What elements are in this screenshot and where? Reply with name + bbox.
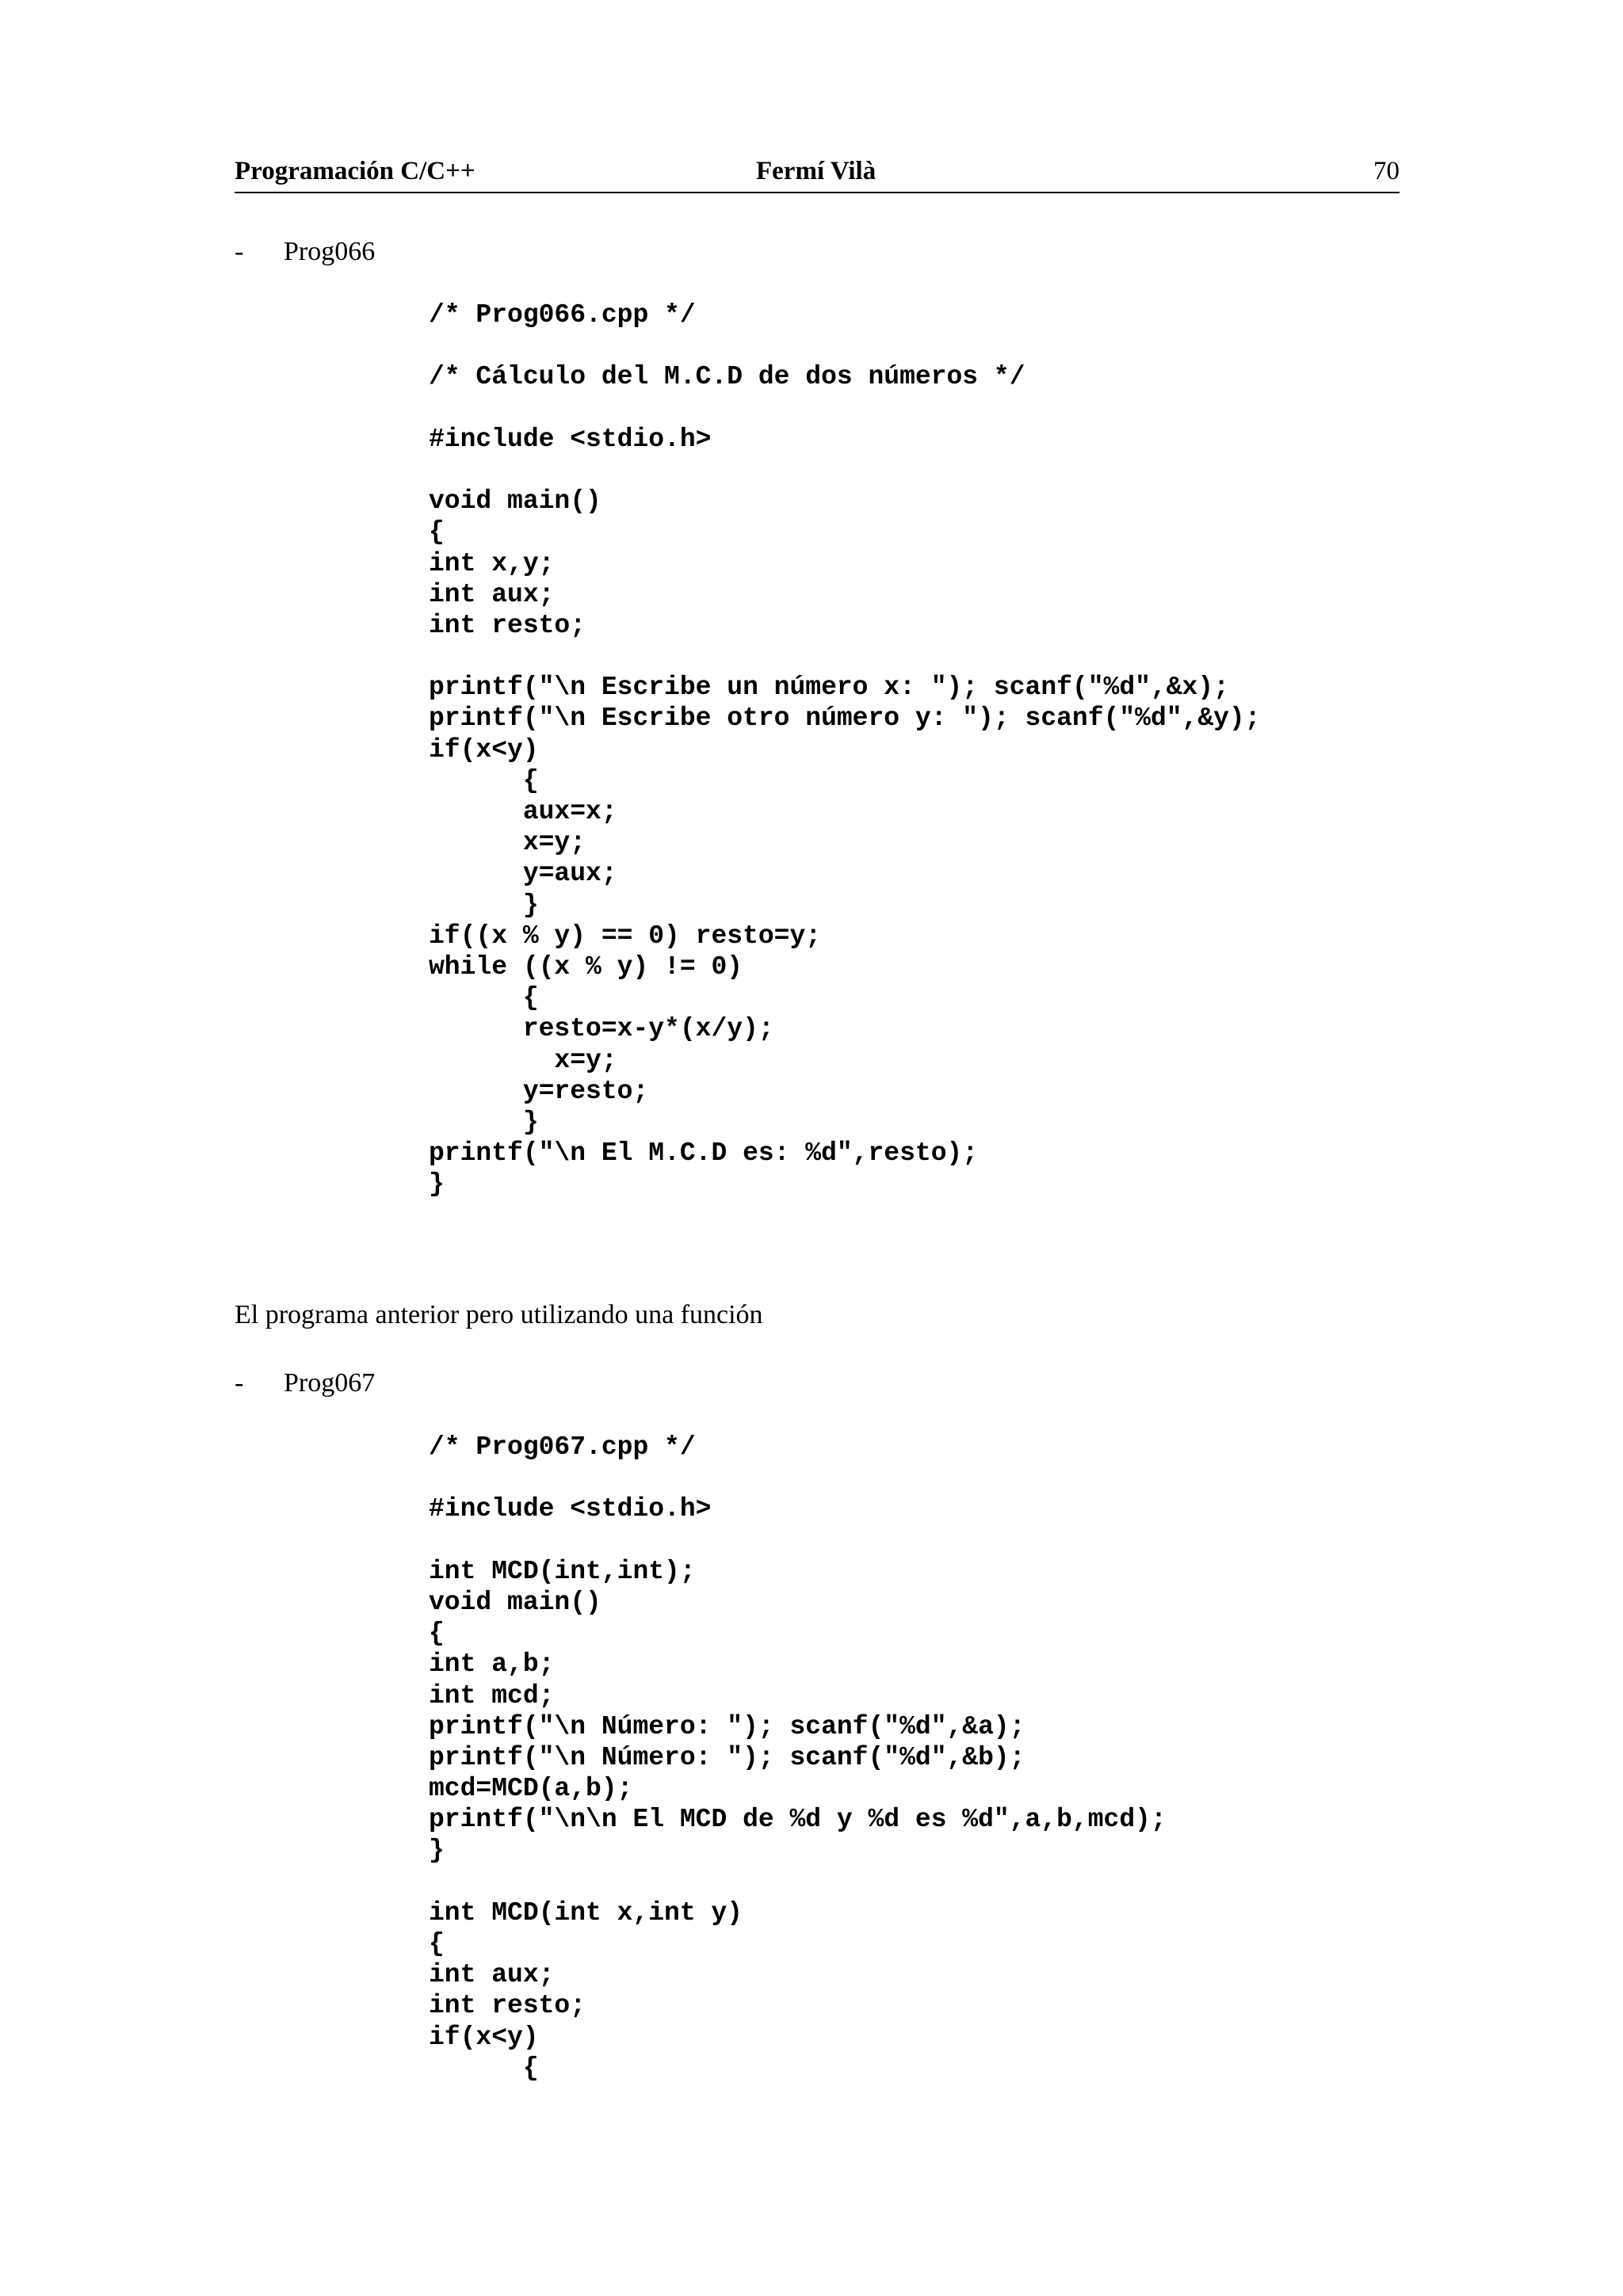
code-line: void main() <box>429 1587 601 1617</box>
code-line: int resto; <box>429 610 586 640</box>
code-line: printf("\n El M.C.D es: %d",resto); <box>429 1138 979 1169</box>
code-line: int MCD(int x,int y) <box>429 1897 743 1928</box>
code-line <box>429 1525 1167 1556</box>
code-line: /* Cálculo del M.C.D de dos números */ <box>429 362 1025 392</box>
code-line: x=y; <box>429 1045 617 1075</box>
code-line: int a,b; <box>429 1650 555 1680</box>
code-line: #include <stdio.h> <box>429 424 712 454</box>
code-line: { <box>429 2053 539 2083</box>
code-line: y=aux; <box>429 859 617 889</box>
code-line: { <box>429 1929 445 1958</box>
code-line: void main() <box>429 486 601 517</box>
code-line <box>429 1867 1167 1897</box>
code-line: } <box>429 1836 445 1866</box>
code-line: printf("\n Número: "); scanf("%d",&b); <box>429 1742 1025 1772</box>
code-line: printf("\n Número: "); scanf("%d",&a); <box>429 1711 1025 1741</box>
code-line <box>429 455 1261 486</box>
code-line: x=y; <box>429 828 586 858</box>
code-line: printf("\n Escribe otro número y: "); scanf("%d",&y); <box>429 704 1261 734</box>
code-listing-prog067 <box>429 1432 1167 2084</box>
code-line: int aux; <box>429 579 555 609</box>
list-bullet: - <box>235 1368 244 1398</box>
code-line: while ((x % y) != 0) <box>429 952 743 982</box>
code-line <box>429 393 1261 424</box>
code-line: if(x<y) <box>429 2022 539 2052</box>
code-line: printf("\n\n El MCD de %d y %d es %d",a,b,mcd); <box>429 1805 1167 1835</box>
code-line: int aux; <box>429 1960 555 1990</box>
header-author: Fermí Vilà <box>756 157 876 185</box>
code-line: } <box>429 1107 539 1137</box>
code-line: } <box>429 1169 445 1199</box>
list-item-prog067 <box>235 1367 375 1399</box>
code-line: int x,y; <box>429 548 555 578</box>
code-line: if(x<y) <box>429 734 539 765</box>
code-line: if((x % y) == 0) resto=y; <box>429 921 822 951</box>
code-line: int resto; <box>429 1991 586 2021</box>
header-book-title: Programación C/C++ <box>235 157 475 185</box>
program-label: Prog067 <box>284 1368 376 1398</box>
code-line: #include <stdio.h> <box>429 1494 712 1524</box>
code-line: int mcd; <box>429 1680 555 1711</box>
code-line: { <box>429 983 539 1013</box>
code-line <box>429 641 1261 672</box>
program-label: Prog066 <box>284 237 376 266</box>
code-line: y=resto; <box>429 1076 649 1106</box>
code-line: { <box>429 517 445 547</box>
code-line: { <box>429 1619 445 1649</box>
page-header <box>235 155 1400 193</box>
code-line: printf("\n Escribe un número x: "); scanf("%d",&x); <box>429 673 1229 703</box>
code-line: resto=x-y*(x/y); <box>429 1014 774 1044</box>
code-line: /* Prog066.cpp */ <box>429 300 696 330</box>
list-bullet: - <box>235 237 244 266</box>
code-listing-prog066 <box>429 299 1261 1199</box>
code-line: /* Prog067.cpp */ <box>429 1432 696 1462</box>
code-line <box>429 1463 1167 1493</box>
intro-paragraph: El programa anterior pero utilizando una función <box>235 1300 763 1329</box>
code-line: int MCD(int,int); <box>429 1556 696 1586</box>
list-item-prog066 <box>235 236 375 268</box>
code-line: mcd=MCD(a,b); <box>429 1774 633 1804</box>
code-line: } <box>429 890 539 920</box>
code-line <box>429 330 1261 361</box>
code-line: aux=x; <box>429 797 617 826</box>
header-page-number: 70 <box>1373 157 1400 185</box>
code-line: { <box>429 765 539 795</box>
